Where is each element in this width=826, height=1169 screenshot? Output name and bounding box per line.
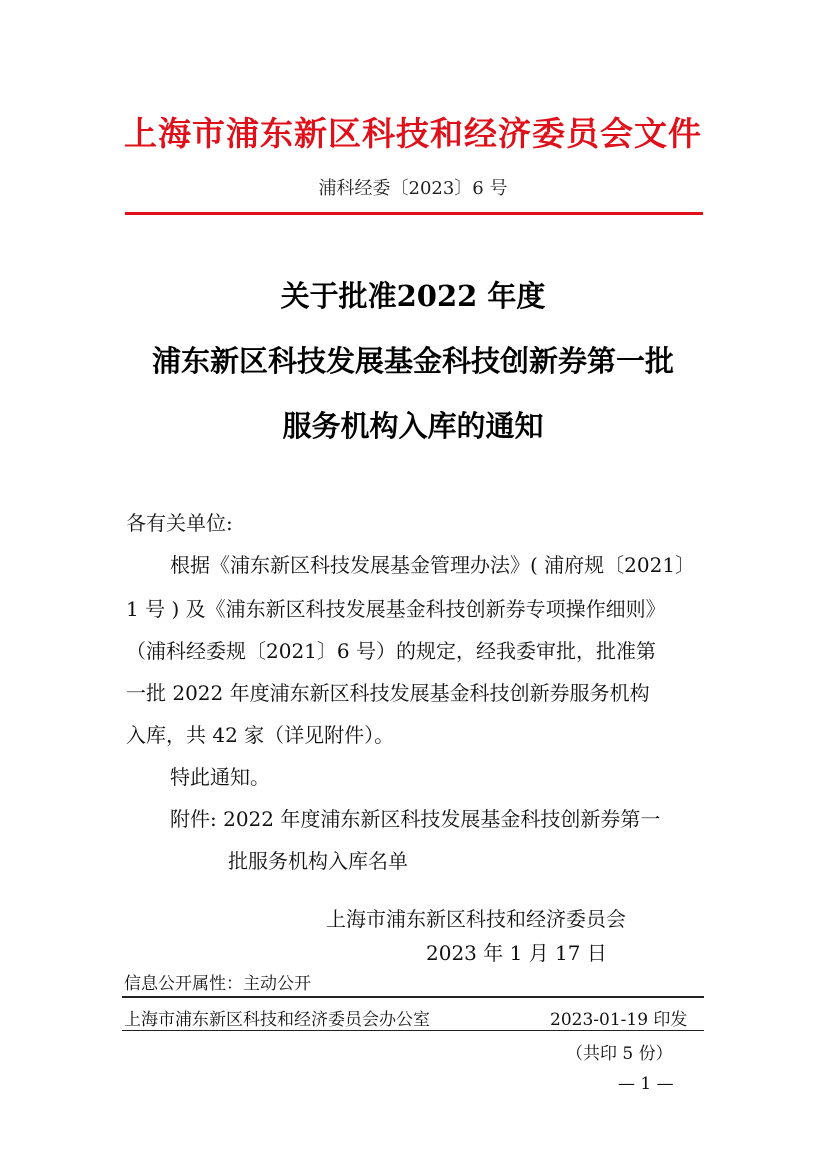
signature-org: 上海市浦东新区科技和经济委员会 <box>326 907 626 931</box>
document-number: 浦科经委〔2023〕6 号 <box>318 178 508 199</box>
paragraph-line: 根据《浦东新区科技发展基金管理办法》( 浦府规〔2021〕 <box>170 553 696 577</box>
signature-date: 2023 年 1 月 17 日 <box>426 941 607 965</box>
paragraph-line: 一批 2022 年度浦东新区科技发展基金科技创新券服务机构 <box>126 681 650 705</box>
print-date: 2023-01-19 印发 <box>550 1010 688 1030</box>
footer-divider-bottom <box>122 1030 704 1031</box>
notice-title-line-3: 服务机构入库的通知 <box>282 409 544 443</box>
attachment-line-1: 附件: 2022 年度浦东新区科技发展基金科技创新券第一 <box>170 807 661 831</box>
paragraph-line: （浦科经委规〔2021〕6 号）的规定，经我委审批，批准第 <box>126 639 656 663</box>
paragraph-line: 1 号 ) 及《浦东新区科技发展基金科技创新券专项操作细则》 <box>126 597 666 621</box>
salutation: 各有关单位: <box>126 511 233 535</box>
page-number: — 1 — <box>618 1074 674 1094</box>
issuing-office: 上海市浦东新区科技和经济委员会办公室 <box>124 1010 430 1030</box>
attachment-line-2: 批服务机构入库名单 <box>228 849 408 873</box>
paragraph-line: 入库，共 42 家（详见附件）。 <box>126 723 395 747</box>
disclosure-attribute: 信息公开属性：主动公开 <box>124 974 311 994</box>
notice-title-line-1: 关于批准2022 年度 <box>280 279 546 313</box>
header-red-divider <box>125 212 703 215</box>
print-copies: （共印 5 份） <box>566 1044 673 1064</box>
notice-title-line-2: 浦东新区科技发展基金科技创新券第一批 <box>151 344 674 378</box>
document-header-title: 上海市浦东新区科技和经济委员会文件 <box>124 114 702 153</box>
closing-text: 特此通知。 <box>170 765 270 789</box>
footer-divider-top <box>122 996 704 998</box>
